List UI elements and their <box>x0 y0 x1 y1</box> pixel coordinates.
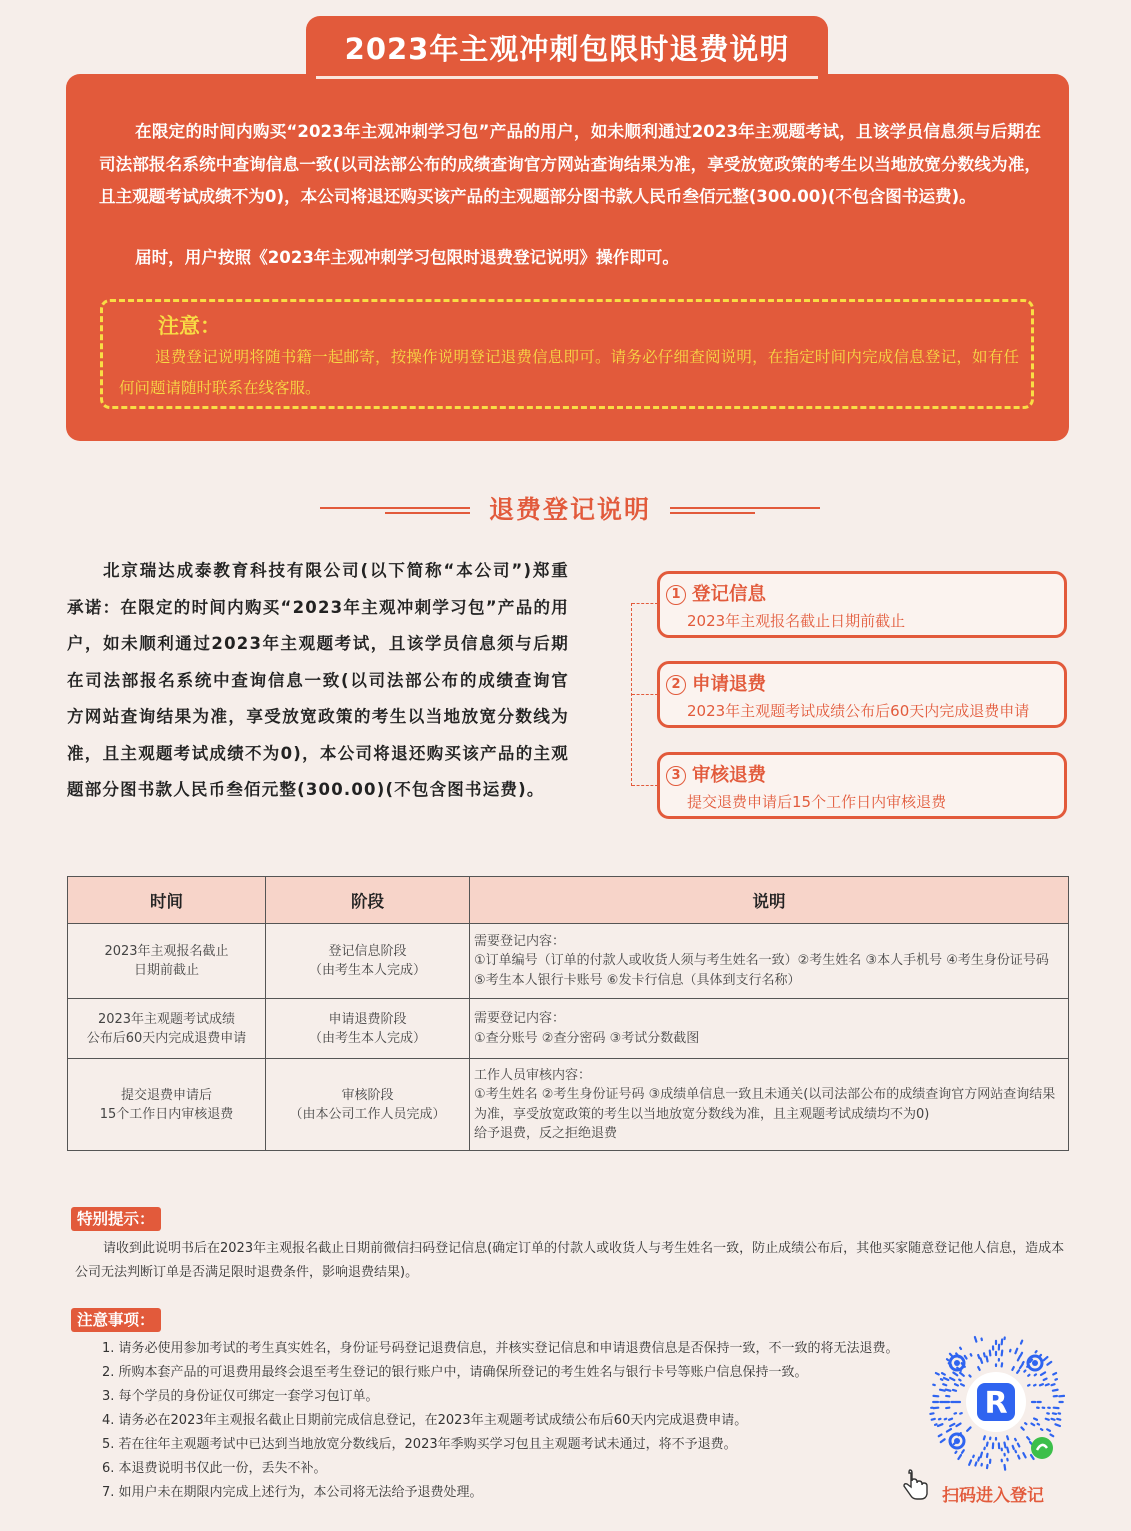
qr-dot <box>942 1373 945 1375</box>
column-header-time: 时间 <box>68 877 266 924</box>
cell-line: 公布后60天内完成退费申请 <box>86 1030 247 1046</box>
heading-rule-left <box>320 504 470 514</box>
description-cell <box>470 999 1069 1059</box>
cell-line: 审核阶段 <box>341 1087 394 1103</box>
qr-dot <box>978 1458 979 1461</box>
qr-dot <box>971 1354 972 1355</box>
cell-line: （由本公司工作人员完成） <box>289 1106 446 1122</box>
step-title-text: 申请退费 <box>692 674 767 695</box>
qr-dot <box>1053 1413 1056 1414</box>
list-item: 4. 请务必在2023年主观报名截止日期前完成信息登记，在2023年主观题考试成绩公布后60天内完成退费申请。 <box>102 1413 748 1428</box>
qr-dot <box>1002 1351 1003 1356</box>
qr-dot <box>936 1373 939 1374</box>
time-cell <box>68 999 266 1059</box>
special-tip-text: 请收到此说明书后在2023年主观报名截止日期前微信扫码登记信息(确定订单的付款人或收货人与考生姓名一致，防止成绩公布后，其他买家随意登记他人信息，造成本公司无法判断订单是否满足限时退费条件，影响退费结果)。 <box>75 1241 1065 1280</box>
intro-paragraph: 北京瑞达成泰教育科技有限公司(以下简称“本公司”)郑重承诺：在限定的时间内购买“2023年主观冲刺学习包”产品的用户，如未顺利通过2023年主观题考试，且该学员信息须与后期在司法部报名系统中查询信息一致(以司法部公布的成绩查询官方网站查询结果为准，享受放宽政策的考生以当地放宽分数线为准，且主观题考试成绩不为0)，本公司将退还购买该产品的主观题部分图书款人民币叁佰元整(300.00)(不包含图书运费)。 <box>67 561 569 799</box>
qr-dot <box>1051 1435 1054 1437</box>
qr-dot <box>1046 1384 1049 1385</box>
qr-dot <box>962 1450 964 1453</box>
qr-dot <box>1015 1439 1016 1440</box>
step-desc: 2023年主观题考试成绩公布后60天内完成退费申请 <box>687 702 1030 720</box>
summary-instruction: 届时，用户按照《2023年主观冲刺学习包限时退费登记说明》操作即可。 <box>135 248 679 267</box>
qr-dot <box>955 1384 958 1385</box>
qr-dot <box>975 1462 976 1465</box>
list-item: 2. 所购本套产品的可退费用最终会退至考生登记的银行账户中，请确保所登记的考生姓名与银行卡号等账户信息保持一致。 <box>102 1365 808 1380</box>
qr-dot <box>938 1424 942 1426</box>
qr-dot <box>981 1453 982 1458</box>
qr-dot <box>946 1390 951 1391</box>
qr-dot <box>1017 1370 1019 1373</box>
cell-line: 日期前截止 <box>133 963 199 978</box>
qr-dot <box>1018 1356 1020 1360</box>
list-item: 6. 本退费说明书仅此一份，丢失不补。 <box>102 1461 327 1476</box>
qr-dot <box>1031 1455 1034 1459</box>
qr-dot <box>969 1375 970 1376</box>
qr-dot <box>1047 1429 1050 1431</box>
time-cell <box>68 1059 266 1151</box>
qr-dot <box>953 1373 957 1376</box>
connector-tick <box>632 603 658 604</box>
header-underline <box>316 76 818 79</box>
cell-line: 需要登记内容： <box>474 1011 566 1026</box>
qr-dot <box>990 1351 991 1356</box>
qr-dot <box>1023 1362 1024 1363</box>
qr-dot <box>1018 1456 1019 1459</box>
section-title: 退费登记说明 <box>488 495 651 524</box>
step-title-text: 登记信息 <box>692 584 767 605</box>
qr-dot <box>1046 1419 1049 1420</box>
qr-dot <box>1041 1429 1042 1430</box>
cell-line: ①查分账号 ②查分密码 ③考试分数截图 <box>474 1030 700 1046</box>
qr-dot <box>1028 1385 1029 1386</box>
cell-line: 15个工作日内审核退费 <box>99 1106 234 1122</box>
qr-dot <box>1040 1355 1041 1356</box>
column-header-description: 说明 <box>470 877 1069 924</box>
qr-dot <box>1025 1423 1026 1424</box>
qr-dot <box>984 1353 985 1356</box>
list-item: 3. 每个学员的身份证仅可绑定一套学习包订单。 <box>102 1389 379 1404</box>
step-desc: 提交退费申请后15个工作日内审核退费 <box>687 793 947 811</box>
table-row <box>68 1059 1069 1151</box>
qr-dot <box>975 1337 976 1342</box>
cell-line: （由考生本人完成） <box>308 963 426 978</box>
connector-tick <box>632 785 658 786</box>
step-card-review <box>657 752 1067 819</box>
qr-dot <box>1020 1364 1023 1368</box>
qr-dot <box>940 1390 945 1391</box>
registration-qr-code[interactable] <box>927 1333 1065 1471</box>
qr-finder-dot <box>954 1438 960 1444</box>
qr-dot <box>947 1359 948 1360</box>
qr-dot <box>987 1357 988 1362</box>
qr-dot <box>941 1379 942 1380</box>
qr-dot <box>1007 1436 1008 1439</box>
cell-line: 给予退费，反之拒绝退费 <box>474 1126 618 1141</box>
qr-dot <box>1002 1363 1003 1366</box>
cell-line: 需要登记内容： <box>474 933 566 949</box>
qr-dot <box>1015 1349 1017 1353</box>
steps-connector <box>631 603 657 786</box>
notes-tag <box>71 1308 161 1330</box>
special-tip-label: 特别提示： <box>71 1207 161 1231</box>
tap-hand-icon <box>899 1469 931 1503</box>
qr-dot <box>955 1452 956 1453</box>
qr-dot <box>945 1419 947 1420</box>
heading-rule-right <box>670 504 820 514</box>
cell-line: 工作人员审核内容： <box>474 1067 592 1083</box>
qr-dot <box>1031 1424 1034 1426</box>
qr-dot <box>1034 1419 1037 1420</box>
description-cell <box>470 1059 1069 1151</box>
list-item: 1. 请务必使用参加考试的考生真实姓名，身份证号码登记退费信息，并核实登记信息和申请退费信息是否保持一致，不一致的将无法退费。 <box>102 1341 899 1356</box>
stage-cell <box>266 999 470 1059</box>
qr-finder-dot <box>954 1360 960 1366</box>
qr-dot <box>1038 1424 1039 1425</box>
qr-dot <box>1015 1451 1016 1452</box>
qr-dot <box>978 1367 979 1370</box>
cell-line: 提交退费申请后 <box>120 1087 212 1103</box>
qr-dot <box>950 1378 954 1380</box>
cell-line: 2023年主观题考试成绩 <box>97 1011 236 1027</box>
qr-dot <box>950 1354 952 1356</box>
qr-dot <box>939 1435 942 1437</box>
notice-title: 注意： <box>158 314 221 338</box>
qr-dot <box>1057 1419 1060 1420</box>
header-tab <box>306 16 828 78</box>
qr-dot <box>1040 1384 1043 1385</box>
qr-dot <box>1035 1374 1036 1375</box>
description-cell <box>470 924 1069 999</box>
qr-dot <box>987 1454 988 1457</box>
step-card-register <box>657 571 1067 638</box>
qr-dot <box>944 1378 948 1380</box>
qr-dot <box>1047 1362 1051 1365</box>
step-title-text: 审核退费 <box>692 765 767 786</box>
qr-dot <box>1044 1357 1048 1360</box>
stage-cell <box>266 1059 470 1151</box>
qr-finder-dot <box>1032 1360 1038 1366</box>
qr-dot <box>1034 1385 1035 1386</box>
qr-dot <box>958 1455 961 1459</box>
refund-stage-table <box>67 876 1069 1151</box>
qr-dot <box>1052 1419 1055 1420</box>
cell-line: （由考生本人完成） <box>308 1030 426 1046</box>
step-number: 3 <box>666 766 686 786</box>
notice-box <box>100 299 1034 409</box>
qr-dot <box>1055 1424 1059 1426</box>
qr-dot <box>932 1419 935 1420</box>
list-item: 7. 如用户未在期限内完成上述行为，本公司将无法给予退费处理。 <box>102 1485 483 1500</box>
refund-summary-panel <box>66 74 1069 441</box>
qr-dot <box>1021 1427 1023 1429</box>
connector-tick <box>632 694 658 695</box>
cell-line: 申请退费阶段 <box>328 1011 407 1027</box>
qr-logo-letter: R <box>984 1386 1008 1421</box>
qr-dot <box>1052 1384 1055 1385</box>
qr-dot <box>1055 1379 1056 1380</box>
qr-dot <box>1028 1375 1029 1376</box>
cell-line: 登记信息阶段 <box>328 944 407 959</box>
qr-dot <box>1053 1373 1056 1374</box>
qr-dot <box>941 1439 945 1442</box>
qr-dot <box>1041 1372 1045 1374</box>
table-row <box>68 999 1069 1059</box>
step-number: 1 <box>666 585 686 605</box>
qr-dot <box>947 1429 951 1431</box>
qr-dot <box>949 1419 952 1420</box>
qr-dot <box>953 1390 956 1391</box>
qr-dot <box>1004 1443 1005 1448</box>
qr-dot <box>1036 1351 1037 1352</box>
qr-dot <box>960 1348 961 1349</box>
qr-dot <box>969 1460 971 1464</box>
qr-dot <box>1044 1379 1047 1380</box>
qr-dot <box>943 1384 946 1385</box>
qr-dot <box>1013 1446 1014 1449</box>
qr-code-icon <box>927 1333 1065 1471</box>
qr-dot <box>973 1456 974 1457</box>
qr-dot <box>984 1436 985 1439</box>
step-desc: 2023年主观报名截止日期前截止 <box>687 612 906 630</box>
special-tip-tag <box>71 1207 161 1229</box>
qr-dot <box>950 1424 954 1426</box>
stage-cell <box>266 924 470 999</box>
qr-dot <box>956 1424 960 1426</box>
qr-dot <box>1021 1353 1022 1356</box>
step-card-apply <box>657 661 1067 728</box>
qr-dot <box>1023 1453 1025 1457</box>
qr-label: 扫码进入登记 <box>942 1486 1044 1506</box>
cell-line: ①订单编号（订单的付款人或收货人须与考生姓名一致）②考生姓名 ③本人手机号 ④考生身份证号码 ⑤考生本人银行卡账号 ⑥发卡行信息（具体到支行名称） <box>474 953 1049 988</box>
time-cell <box>68 924 266 999</box>
qr-dot <box>1005 1465 1006 1470</box>
qr-dot <box>1027 1437 1029 1439</box>
qr-dot <box>965 1356 967 1359</box>
qr-dot <box>930 1413 933 1414</box>
notice-text: 退费登记说明将随书籍一起邮寄，按操作说明登记退费信息即可。请务必仔细查阅说明，在指定时间内完成信息登记，如有任何问题请随时联系在线客服。 <box>119 348 1019 397</box>
qr-dot <box>1012 1367 1013 1370</box>
qr-dot <box>980 1358 982 1363</box>
notes-list <box>102 1337 922 1505</box>
qr-dot <box>959 1380 960 1381</box>
step-title <box>666 761 766 787</box>
column-header-stage: 阶段 <box>266 877 470 924</box>
table-header-row <box>68 877 1069 924</box>
qr-dot <box>1053 1390 1058 1391</box>
notes-label: 注意事项： <box>71 1308 161 1332</box>
cell-line: ①考生姓名 ②考生身份证号码 ③成绩单信息一致且未通关(以司法部公布的成绩查询官方网站查询结果为准，享受放宽政策的考生以当地放宽分数线为准，且主观题考试成绩均不为0) <box>474 1087 1056 1122</box>
qr-dot <box>1021 1341 1022 1344</box>
step-title <box>666 670 766 696</box>
qr-dot <box>954 1443 955 1444</box>
qr-dot <box>961 1384 964 1385</box>
step-title <box>666 580 766 606</box>
section-heading <box>320 490 820 528</box>
qr-dot <box>1024 1371 1025 1372</box>
qr-dot <box>1007 1448 1008 1453</box>
summary-paragraph: 在限定的时间内购买“2023年主观冲刺学习包”产品的用户，如未顺利通过2023年主观题考试，且该学员信息须与后期在司法部报名系统中查询信息一致(以司法部公布的成绩查询官方网站查询结果为准，享受放宽政策的考生以当地放宽分数线为准，且主观题考试成绩不为0)，本公司将退还购买该产品的主观题部分图书款人民币叁佰元整(300.00)(不包含图书运费)。 <box>99 122 1041 206</box>
qr-dot <box>978 1355 979 1358</box>
table-row <box>68 924 1069 999</box>
step-number: 2 <box>666 675 686 695</box>
qr-dot <box>1018 1444 1019 1447</box>
list-item: 5. 若在往年主观题考试中已达到当地放宽分数线后，2023年季购买学习包且主观题考试未通过，将不予退费。 <box>102 1437 737 1452</box>
qr-dot <box>960 1373 964 1376</box>
qr-dot <box>967 1427 970 1430</box>
page-title: 2023年主观冲刺包限时退费说明 <box>344 31 790 66</box>
qr-dot <box>935 1424 936 1425</box>
cell-line: 2023年主观报名截止 <box>104 944 229 959</box>
qr-dot <box>987 1443 988 1446</box>
